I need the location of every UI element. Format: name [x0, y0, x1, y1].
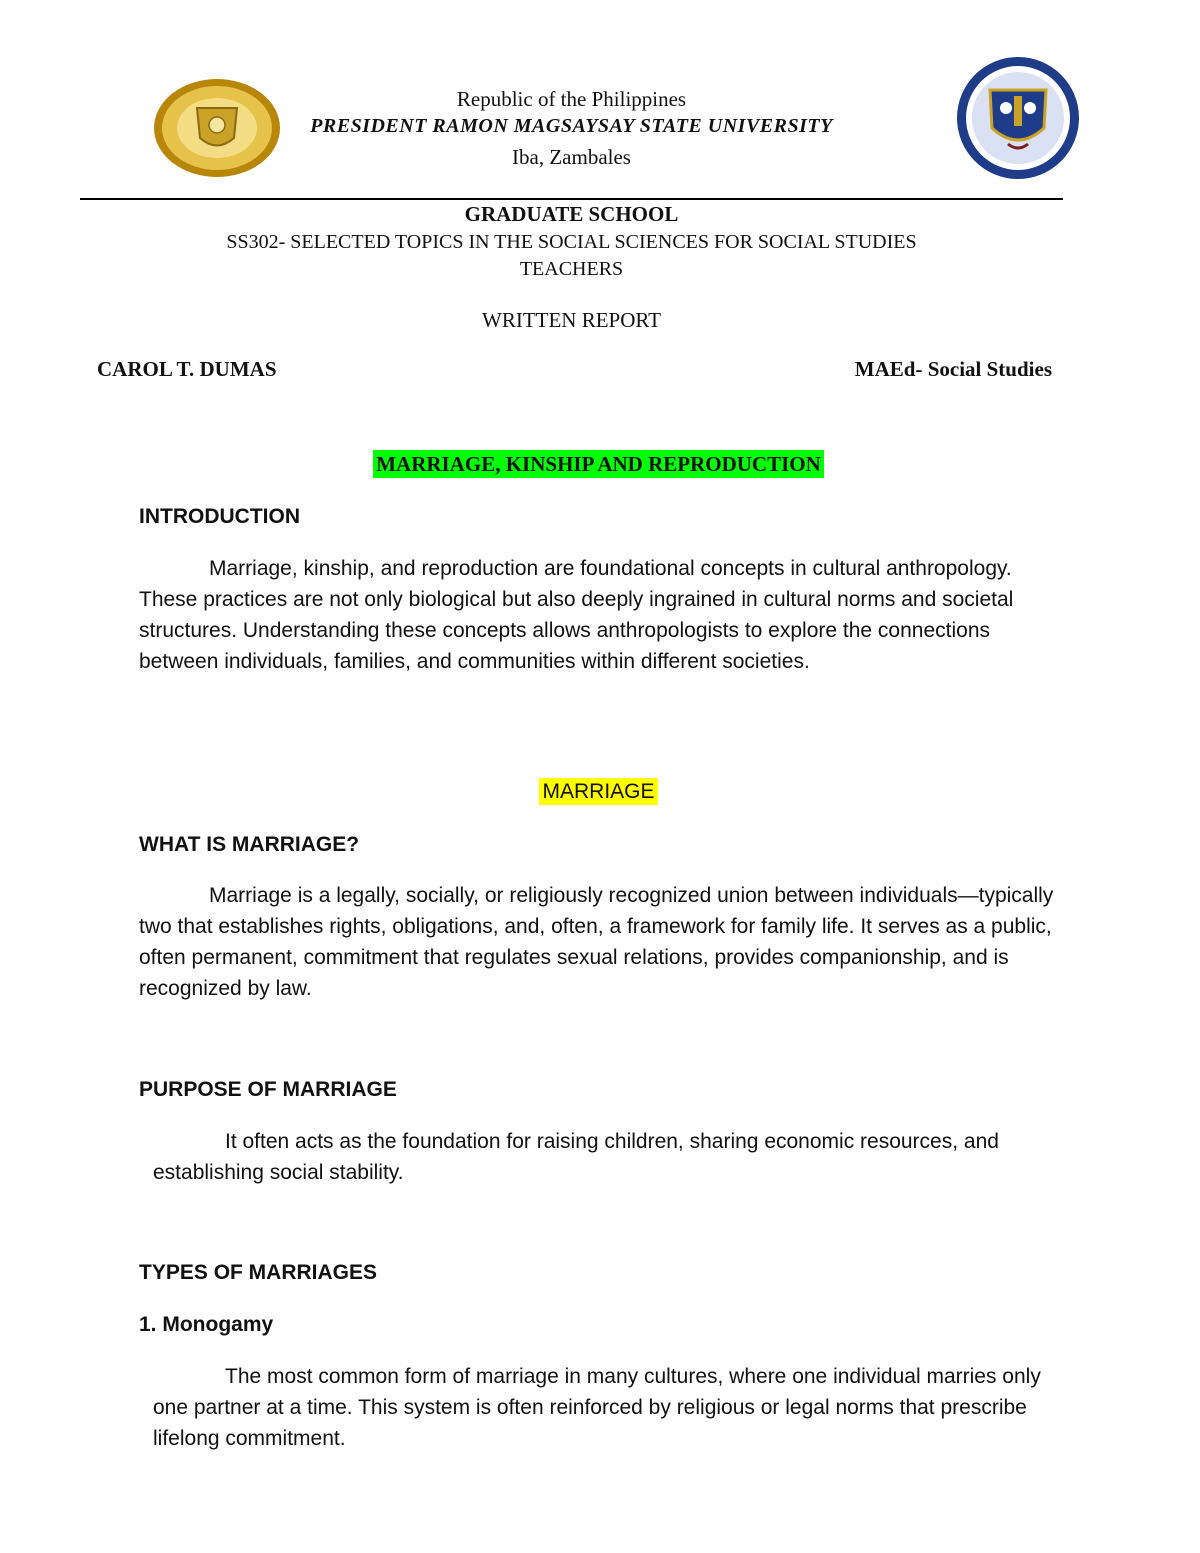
monogamy-heading: 1. Monogamy — [139, 1313, 274, 1336]
types-heading: TYPES OF MARRIAGES — [139, 1261, 378, 1284]
purpose-heading: PURPOSE OF MARRIAGE — [139, 1078, 397, 1101]
author-name: CAROL T. DUMAS — [97, 357, 277, 381]
location-line: Iba, Zambales — [512, 145, 631, 169]
republic-line: Republic of the Philippines — [456, 87, 687, 111]
course-line-2: TEACHERS — [519, 258, 624, 280]
program-name: MAEd- Social Studies — [854, 357, 1052, 381]
monogamy-paragraph: The most common form of marriage in many cultures, where one individual marries only one partner at a time. This system is often reinforced by religious or legal norms that prescribe lifelong commitment. — [153, 1365, 1041, 1450]
document-title: MARRIAGE, KINSHIP AND REPRODUCTION — [373, 450, 824, 478]
introduction-heading: INTRODUCTION — [139, 505, 300, 528]
what-is-marriage-heading: WHAT IS MARRIAGE? — [139, 833, 360, 856]
header-divider — [80, 198, 1063, 200]
what-is-marriage-paragraph: Marriage is a legally, socially, or religiously recognized union between individuals—typically two that establishes rights, obligations, and, often, a framework for family life. It serves as a public, often permanent, commitment that regulates sexual relations, provides companionship, and is recognized by law. — [139, 884, 1054, 1000]
university-name: PRESIDENT RAMON MAGSAYSAY STATE UNIVERSITY — [310, 115, 833, 137]
marriage-section-title: MARRIAGE — [539, 778, 657, 805]
course-line-1: SS302- SELECTED TOPICS IN THE SOCIAL SCIENCES FOR SOCIAL STUDIES — [226, 231, 917, 253]
introduction-paragraph: Marriage, kinship, and reproduction are foundational concepts in cultural anthropology. These practices are not only biological but also deeply ingrained in cultural norms and societal structures. Understanding these concepts allows anthropologists to explore the connections between individuals, families, and communities within different societies. — [139, 557, 1014, 673]
purpose-paragraph: It often acts as the foundation for raising children, sharing economic resources, and establishing social stability. — [153, 1130, 999, 1184]
graduate-school-title: GRADUATE SCHOOL — [464, 202, 679, 226]
report-type: WRITTEN REPORT — [482, 308, 661, 332]
